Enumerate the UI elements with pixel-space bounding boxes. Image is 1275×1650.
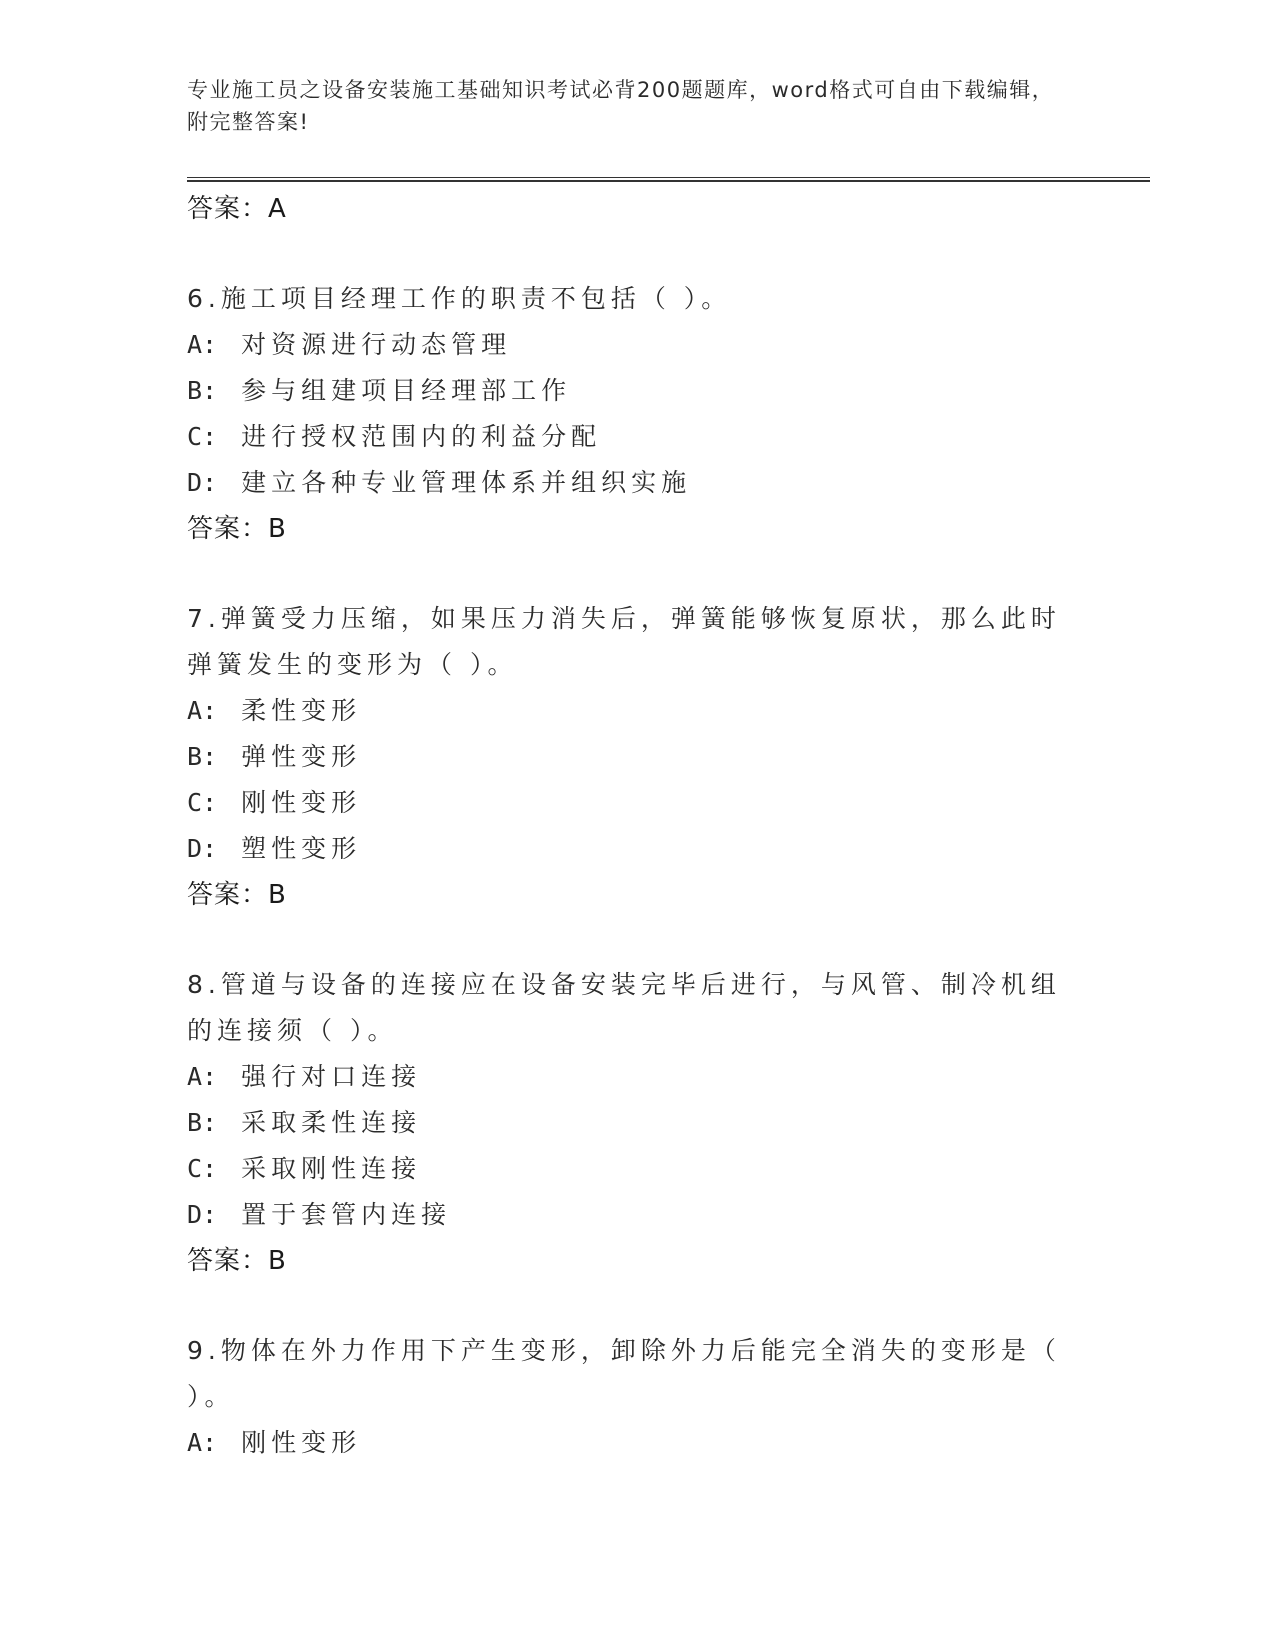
option-letter: A: [187, 1062, 218, 1091]
question-block [187, 596, 1067, 918]
header-divider-thin [187, 177, 1150, 178]
option-letter: B: [187, 1108, 218, 1137]
option-text: 对资源进行动态管理 [241, 330, 512, 359]
option-c [187, 414, 1067, 460]
option-text: 柔性变形 [241, 696, 362, 725]
option-letter: D: [187, 1200, 218, 1229]
option-text: 置于套管内连接 [241, 1200, 452, 1229]
spacer [187, 232, 1067, 276]
question-block [187, 962, 1067, 1284]
option-a [187, 322, 1067, 368]
option-a [187, 688, 1067, 734]
question-text: 9.物体在外力作用下产生变形，卸除外力后能完全消失的变形是（ ）。 [187, 1336, 1061, 1411]
question-text: 8.管道与设备的连接应在设备安装完毕后进行，与风管、制冷机组的连接须（ ）。 [187, 970, 1061, 1045]
option-text: 参与组建项目经理部工作 [241, 376, 572, 405]
option-c [187, 780, 1067, 826]
header-divider-thick [187, 180, 1150, 182]
option-a [187, 1420, 1067, 1466]
option-letter: A: [187, 696, 218, 725]
question-block [187, 276, 1067, 552]
answer-line: 答案：B [187, 880, 287, 910]
question-list [187, 186, 1067, 1466]
option-text: 强行对口连接 [241, 1062, 422, 1091]
answer-line: 答案：B [187, 1246, 287, 1276]
option-b [187, 368, 1067, 414]
option-b [187, 734, 1067, 780]
spacer [187, 1284, 1067, 1328]
option-text: 进行授权范围内的利益分配 [241, 422, 602, 451]
option-letter: B: [187, 376, 218, 405]
option-d [187, 826, 1067, 872]
option-letter: C: [187, 1154, 218, 1183]
option-letter: D: [187, 834, 218, 863]
question-block [187, 1328, 1067, 1466]
option-c [187, 1146, 1067, 1192]
option-text: 建立各种专业管理体系并组织实施 [241, 468, 692, 497]
option-text: 刚性变形 [241, 1428, 362, 1457]
option-letter: C: [187, 422, 218, 451]
question-text: 7.弹簧受力压缩，如果压力消失后，弹簧能够恢复原状，那么此时弹簧发生的变形为（ ）。 [187, 604, 1061, 679]
option-letter: A: [187, 1428, 218, 1457]
spacer [187, 918, 1067, 962]
question-text: 6.施工项目经理工作的职责不包括（ ）。 [187, 284, 732, 313]
option-text: 采取刚性连接 [241, 1154, 422, 1183]
option-text: 塑性变形 [241, 834, 362, 863]
option-d [187, 1192, 1067, 1238]
option-letter: B: [187, 742, 218, 771]
option-letter: C: [187, 788, 218, 817]
option-text: 弹性变形 [241, 742, 362, 771]
option-letter: A: [187, 330, 218, 359]
option-letter: D: [187, 468, 218, 497]
answer-line: 答案：B [187, 514, 287, 544]
option-text: 采取柔性连接 [241, 1108, 422, 1137]
option-b [187, 1100, 1067, 1146]
option-a [187, 1054, 1067, 1100]
answer-line: 答案：A [187, 194, 287, 224]
document-header: 专业施工员之设备安装施工基础知识考试必背200题题库，word格式可自由下载编辑，附完整答案! [187, 78, 1055, 134]
spacer [187, 552, 1067, 596]
option-text: 刚性变形 [241, 788, 362, 817]
option-d [187, 460, 1067, 506]
